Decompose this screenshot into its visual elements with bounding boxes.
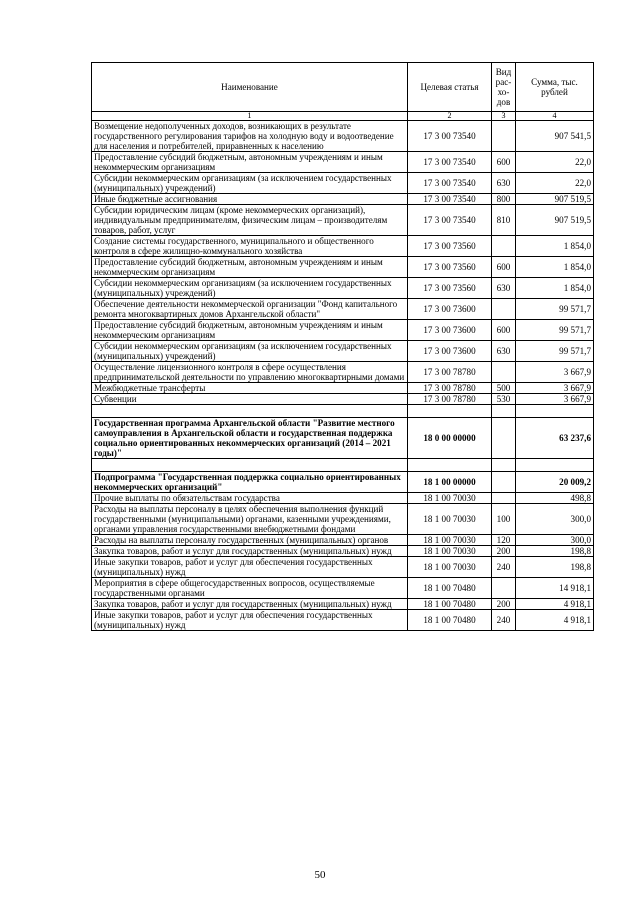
cell-sum: 1 854,0 [516,257,594,278]
cell-sum: 1 854,0 [516,278,594,299]
cell-name: Государственная программа Архангельской области "Развитие местного самоуправления в Архангельской области и государственная поддержка социально ориентированных некоммерческих организаций (2014 – 2021 годы)" [92,418,408,459]
cell-code: 18 1 00 70480 [408,578,492,599]
cell-name: Создание системы государственного, муниципального и общественного контроля в сфере жилищно-коммунального хозяйства [92,236,408,257]
spacer-row [92,405,594,418]
cell-type: 600 [492,320,516,341]
cell-sum: 907 541,5 [516,121,594,152]
cell-name: Прочие выплаты по обязательствам государства [92,493,408,504]
cell-name: Закупка товаров, работ и услуг для государственных (муниципальных) нужд [92,599,408,610]
table-row [92,320,594,341]
cell-sum: 22,0 [516,152,594,173]
cell-name: Обеспечение деятельности некоммерческой организации "Фонд капитального ремонта многоквартирных домов Архангельской области" [92,299,408,320]
cell-type [492,121,516,152]
cell-type [492,418,516,459]
cell-type: 100 [492,504,516,535]
cell-code: 18 0 00 00000 [408,418,492,459]
table-row [92,173,594,194]
table-row [92,546,594,557]
cell-sum: 22,0 [516,173,594,194]
cell-sum: 3 667,9 [516,383,594,394]
cell-sum: 3 667,9 [516,394,594,405]
cell-name: Закупка товаров, работ и услуг для государственных (муниципальных) нужд [92,546,408,557]
table-header-row [92,63,594,112]
empty-cell [92,405,408,418]
cell-type: 810 [492,205,516,236]
cell-type: 240 [492,610,516,631]
cell-sum: 300,0 [516,535,594,546]
cell-type [492,578,516,599]
cell-type [492,236,516,257]
table-row [92,557,594,578]
cell-name: Субсидии некоммерческим организациям (за исключением государственных (муниципальных) учреждений) [92,278,408,299]
cell-name: Предоставление субсидий бюджетным, автономным учреждениям и иным некоммерческим организациям [92,257,408,278]
cell-sum: 907 519,5 [516,194,594,205]
table-row [92,578,594,599]
cell-name: Подпрограмма "Государственная поддержка социально ориентированных некоммерческих организаций" [92,472,408,493]
cell-code: 18 1 00 70480 [408,599,492,610]
cell-name: Субсидии некоммерческим организациям (за исключением государственных (муниципальных) учреждений) [92,173,408,194]
table-row [92,299,594,320]
cell-name: Иные закупки товаров, работ и услуг для обеспечения государственных (муниципальных) нужд [92,557,408,578]
cell-code: 18 1 00 70030 [408,535,492,546]
cell-type: 630 [492,173,516,194]
cell-code: 17 3 00 73540 [408,152,492,173]
cell-type: 630 [492,278,516,299]
column-number: 2 [408,112,492,121]
cell-type [492,299,516,320]
cell-name: Предоставление субсидий бюджетным, автономным учреждениям и иным некоммерческим организациям [92,152,408,173]
cell-name: Возмещение недополученных доходов, возникающих в результате государственного регулирования тарифов на холодную воду и водоотведение для населения и потребителей, приравненных к населению [92,121,408,152]
cell-type: 240 [492,557,516,578]
cell-code: 18 1 00 70480 [408,610,492,631]
table-body [92,121,594,631]
header-type: Вид рас-хо-дов [492,63,516,112]
cell-name: Межбюджетные трансферты [92,383,408,394]
cell-type [492,493,516,504]
table-row [92,205,594,236]
header-name: Наименование [92,63,408,112]
cell-type [492,362,516,383]
header-code: Целевая статья [408,63,492,112]
cell-code: 17 3 00 73560 [408,257,492,278]
cell-code: 17 3 00 73540 [408,121,492,152]
cell-code: 17 3 00 73540 [408,194,492,205]
empty-cell [408,459,492,472]
cell-code: 17 3 00 73600 [408,299,492,320]
cell-name: Предоставление субсидий бюджетным, автономным учреждениям и иным некоммерческим организациям [92,320,408,341]
table-row [92,383,594,394]
cell-type: 500 [492,383,516,394]
table-row [92,152,594,173]
table-row [92,194,594,205]
table-row [92,341,594,362]
cell-name: Осуществление лицензионного контроля в сфере осуществления предпринимательской деятельности по управлению многоквартирными домами [92,362,408,383]
cell-sum: 498,8 [516,493,594,504]
cell-sum: 3 667,9 [516,362,594,383]
page-number: 50 [314,869,326,881]
column-number: 3 [492,112,516,121]
cell-code: 17 3 00 78780 [408,383,492,394]
cell-sum: 99 571,7 [516,320,594,341]
table-row [92,121,594,152]
cell-sum: 99 571,7 [516,341,594,362]
table-row [92,504,594,535]
cell-sum: 907 519,5 [516,205,594,236]
cell-name: Иные бюджетные ассигнования [92,194,408,205]
cell-type: 530 [492,394,516,405]
empty-cell [92,459,408,472]
table-row [92,610,594,631]
empty-cell [516,405,594,418]
cell-type: 600 [492,152,516,173]
cell-sum: 1 854,0 [516,236,594,257]
empty-cell [492,405,516,418]
header-sum: Сумма, тыс. рублей [516,63,594,112]
cell-name: Иные закупки товаров, работ и услуг для обеспечения государственных (муниципальных) нужд [92,610,408,631]
cell-code: 18 1 00 70030 [408,557,492,578]
cell-type [492,472,516,493]
table-row [92,535,594,546]
cell-sum: 4 918,1 [516,610,594,631]
cell-code: 17 3 00 73600 [408,320,492,341]
table-row [92,394,594,405]
budget-table [91,62,594,631]
cell-name: Расходы на выплаты персоналу в целях обеспечения выполнения функций государственными (муниципальными) органами, казенными учреждениями, органами управления государственными внебюджетными фондами [92,504,408,535]
cell-name: Субсидии некоммерческим организациям (за исключением государственных (муниципальных) учреждений) [92,341,408,362]
column-number: 4 [516,112,594,121]
cell-code: 18 1 00 00000 [408,472,492,493]
cell-type: 630 [492,341,516,362]
table-row [92,472,594,493]
cell-sum: 4 918,1 [516,599,594,610]
cell-sum: 63 237,6 [516,418,594,459]
cell-code: 18 1 00 70030 [408,504,492,535]
table-row [92,418,594,459]
cell-sum: 20 009,2 [516,472,594,493]
table-column-numbers [92,112,594,121]
cell-code: 17 3 00 73560 [408,236,492,257]
empty-cell [408,405,492,418]
cell-code: 18 1 00 70030 [408,493,492,504]
column-number: 1 [92,112,408,121]
cell-name: Расходы на выплаты персоналу государственных (муниципальных) органов [92,535,408,546]
cell-code: 17 3 00 78780 [408,362,492,383]
spacer-row [92,459,594,472]
cell-code: 17 3 00 73560 [408,278,492,299]
cell-name: Мероприятия в сфере общегосударственных вопросов, осуществляемые государственными органами [92,578,408,599]
table-row [92,362,594,383]
cell-code: 17 3 00 78780 [408,394,492,405]
cell-type: 120 [492,535,516,546]
cell-sum: 14 918,1 [516,578,594,599]
cell-sum: 198,8 [516,546,594,557]
cell-code: 17 3 00 73540 [408,205,492,236]
cell-sum: 300,0 [516,504,594,535]
cell-code: 18 1 00 70030 [408,546,492,557]
cell-name: Субсидии юридическим лицам (кроме некоммерческих организаций), индивидуальным предпринимателям, физическим лицам – производителям товаров, работ, услуг [92,205,408,236]
cell-type: 200 [492,546,516,557]
cell-type: 600 [492,257,516,278]
cell-name: Субвенции [92,394,408,405]
table-row [92,493,594,504]
cell-sum: 99 571,7 [516,299,594,320]
table-row [92,278,594,299]
empty-cell [516,459,594,472]
table-row [92,599,594,610]
empty-cell [492,459,516,472]
cell-code: 17 3 00 73540 [408,173,492,194]
cell-type: 200 [492,599,516,610]
table-row [92,257,594,278]
cell-code: 17 3 00 73600 [408,341,492,362]
cell-sum: 198,8 [516,557,594,578]
cell-type: 800 [492,194,516,205]
table-row [92,236,594,257]
